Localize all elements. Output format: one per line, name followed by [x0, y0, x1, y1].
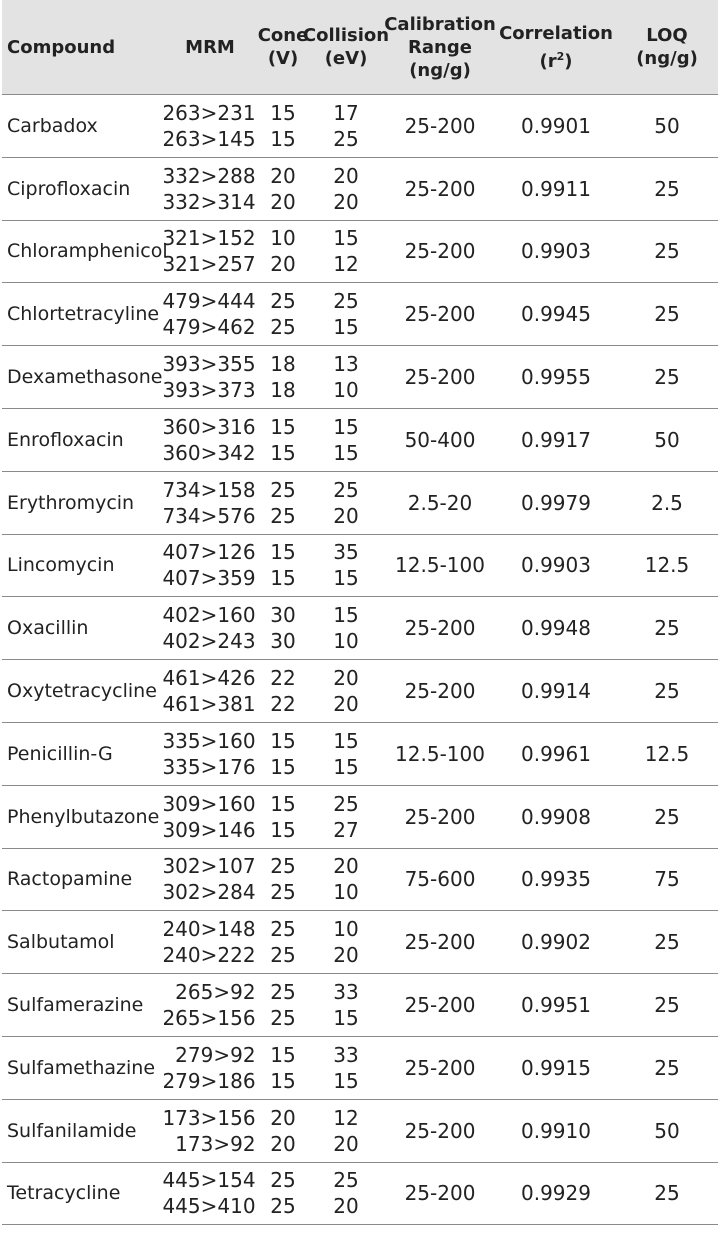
header-collision: Collision (eV): [302, 25, 390, 69]
mrm-cell: [162, 723, 258, 785]
collision-cell: [308, 158, 384, 220]
table-row: [2, 597, 718, 660]
correlation-value: 0.9902: [521, 930, 591, 955]
correlation-value: 0.9961: [521, 741, 591, 766]
mrm-transition-1: 240>148: [162, 917, 256, 942]
calibration-range: 50-400: [404, 427, 476, 452]
correlation-value: 0.9948: [521, 616, 591, 641]
collision-value-2: 20: [333, 692, 359, 717]
cone-value-1: 15: [270, 1042, 296, 1067]
correlation-value: 0.9915: [521, 1055, 591, 1080]
table-row: [2, 723, 718, 786]
compound-name: Dexamethasone: [7, 366, 163, 389]
collision-value-1: 20: [333, 854, 359, 879]
cone-value-2: 20: [270, 189, 296, 214]
mrm-transition-2: 335>176: [162, 754, 256, 779]
collision-cell: [308, 974, 384, 1036]
mrm-transition-2: 479>462: [162, 315, 256, 340]
table-row: [2, 95, 718, 158]
mrm-transition-2: 407>359: [162, 566, 256, 591]
collision-value-1: 33: [333, 980, 359, 1005]
compound-name: Ractopamine: [7, 868, 133, 891]
table-row: [2, 158, 718, 221]
compound-name: Tetracycline: [7, 1182, 121, 1205]
collision-value-2: 20: [333, 1131, 359, 1156]
mrm-cell: [162, 1163, 258, 1225]
correlation-value: 0.9903: [521, 239, 591, 264]
compound-name: Penicillin-G: [7, 742, 113, 765]
correlation-value: 0.9901: [521, 113, 591, 138]
cone-cell: [258, 158, 308, 220]
collision-cell: [308, 1163, 384, 1225]
loq-value: 50: [654, 113, 680, 138]
table-row: [2, 1163, 718, 1226]
calibration-range: 12.5-100: [395, 741, 485, 766]
mrm-transition-2: 173>92: [175, 1131, 256, 1156]
cone-cell: [258, 409, 308, 471]
collision-cell: [308, 221, 384, 283]
loq-value: 25: [654, 930, 680, 955]
header-loq: LOQ (ng/g): [636, 25, 698, 69]
calibration-range: 12.5-100: [395, 553, 485, 578]
mrm-transition-1: 265>92: [175, 980, 256, 1005]
collision-value-1: 15: [333, 728, 359, 753]
cone-cell: [258, 786, 308, 848]
loq-value: 75: [654, 867, 680, 892]
collision-value-2: 12: [333, 252, 359, 277]
calibration-range: 2.5-20: [407, 490, 473, 515]
cone-value-1: 22: [270, 666, 296, 691]
loq-value: 12.5: [644, 553, 690, 578]
mrm-transition-1: 263>231: [162, 100, 256, 125]
data-table: [2, 0, 718, 1225]
correlation-value: 0.9908: [521, 804, 591, 829]
mrm-cell: [162, 660, 258, 722]
mrm-transition-2: 321>257: [162, 252, 256, 277]
collision-value-1: 25: [333, 791, 359, 816]
cone-value-1: 20: [270, 1105, 296, 1130]
collision-value-2: 15: [333, 566, 359, 591]
mrm-transition-1: 279>92: [175, 1042, 256, 1067]
mrm-transition-1: 479>444: [162, 289, 256, 314]
table-row: [2, 974, 718, 1037]
collision-cell: [308, 472, 384, 534]
calibration-range: 25-200: [404, 1181, 476, 1206]
calibration-range: 25-200: [404, 176, 476, 201]
collision-cell: [308, 95, 384, 157]
header-calibration-range: Calibration Range (ng/g): [384, 13, 496, 81]
mrm-transition-2: 360>342: [162, 440, 256, 465]
mrm-transition-2: 265>156: [162, 1006, 256, 1031]
collision-value-2: 15: [333, 1068, 359, 1093]
cone-value-1: 25: [270, 1168, 296, 1193]
collision-value-1: 13: [333, 352, 359, 377]
cone-value-1: 15: [270, 100, 296, 125]
mrm-cell: [162, 158, 258, 220]
cone-value-2: 30: [270, 629, 296, 654]
loq-value: 25: [654, 302, 680, 327]
calibration-range: 25-200: [404, 804, 476, 829]
mrm-transition-2: 279>186: [162, 1068, 256, 1093]
mrm-transition-2: 332>314: [162, 189, 256, 214]
collision-cell: [308, 660, 384, 722]
collision-value-2: 20: [333, 1194, 359, 1219]
cone-value-2: 25: [270, 1194, 296, 1219]
cone-value-1: 20: [270, 163, 296, 188]
collision-cell: [308, 283, 384, 345]
compound-name: Chlortetracyline: [7, 303, 160, 326]
header-correlation-unit: [540, 45, 573, 73]
mrm-transition-1: 173>156: [162, 1105, 256, 1130]
mrm-transition-1: 393>355: [162, 352, 256, 377]
cone-cell: [258, 221, 308, 283]
header-correlation-unit-suffix: ): [564, 50, 573, 72]
header-correlation-sup: 2: [556, 49, 565, 63]
cone-value-2: 25: [270, 315, 296, 340]
table-row: [2, 283, 718, 346]
collision-cell: [308, 1100, 384, 1162]
loq-value: 50: [654, 427, 680, 452]
cone-value-1: 18: [270, 352, 296, 377]
mrm-transition-1: 302>107: [162, 854, 256, 879]
collision-cell: [308, 911, 384, 973]
mrm-transition-2: 402>243: [162, 629, 256, 654]
loq-value: 12.5: [644, 741, 690, 766]
mrm-transition-2: 240>222: [162, 943, 256, 968]
header-compound: Compound: [7, 36, 116, 58]
header-mrm: MRM: [185, 36, 235, 58]
table-row: [2, 409, 718, 472]
calibration-range: 25-200: [404, 113, 476, 138]
cone-cell: [258, 723, 308, 785]
correlation-value: 0.9917: [521, 427, 591, 452]
collision-value-1: 25: [333, 1168, 359, 1193]
correlation-value: 0.9914: [521, 679, 591, 704]
mrm-transition-1: 335>160: [162, 728, 256, 753]
cone-cell: [258, 535, 308, 597]
correlation-value: 0.9951: [521, 993, 591, 1018]
loq-value: 25: [654, 804, 680, 829]
compound-name: Enrofloxacin: [7, 428, 124, 451]
cone-value-1: 15: [270, 791, 296, 816]
table-row: [2, 1100, 718, 1163]
collision-cell: [308, 346, 384, 408]
compound-name: Erythromycin: [7, 491, 135, 514]
mrm-transition-1: 734>158: [162, 477, 256, 502]
collision-value-2: 20: [333, 943, 359, 968]
calibration-range: 25-200: [404, 239, 476, 264]
mrm-cell: [162, 346, 258, 408]
mrm-transition-2: 734>576: [162, 503, 256, 528]
table-row: [2, 660, 718, 723]
cone-value-2: 15: [270, 1068, 296, 1093]
collision-value-1: 20: [333, 666, 359, 691]
cone-cell: [258, 597, 308, 659]
cone-value-1: 25: [270, 289, 296, 314]
table-header: [2, 0, 718, 95]
correlation-value: 0.9929: [521, 1181, 591, 1206]
cone-value-2: 15: [270, 754, 296, 779]
cone-value-2: 15: [270, 126, 296, 151]
mrm-cell: [162, 95, 258, 157]
cone-cell: [258, 472, 308, 534]
mrm-cell: [162, 786, 258, 848]
mrm-transition-2: 445>410: [162, 1194, 256, 1219]
mrm-transition-1: 461>426: [162, 666, 256, 691]
table-row: [2, 472, 718, 535]
correlation-value: 0.9910: [521, 1118, 591, 1143]
calibration-range: 25-200: [404, 1055, 476, 1080]
loq-value: 2.5: [651, 490, 683, 515]
mrm-cell: [162, 221, 258, 283]
calibration-range: 25-200: [404, 302, 476, 327]
mrm-cell: [162, 1100, 258, 1162]
calibration-range: 25-200: [404, 679, 476, 704]
cone-cell: [258, 1037, 308, 1099]
collision-cell: [308, 723, 384, 785]
mrm-cell: [162, 597, 258, 659]
cone-cell: [258, 911, 308, 973]
cone-value-2: 22: [270, 692, 296, 717]
collision-value-2: 10: [333, 880, 359, 905]
cone-value-2: 18: [270, 378, 296, 403]
cone-cell: [258, 1163, 308, 1225]
calibration-range: 25-200: [404, 993, 476, 1018]
loq-value: 25: [654, 239, 680, 264]
cone-cell: [258, 974, 308, 1036]
mrm-cell: [162, 1037, 258, 1099]
table-row: [2, 786, 718, 849]
collision-cell: [308, 597, 384, 659]
mrm-cell: [162, 283, 258, 345]
cone-cell: [258, 1100, 308, 1162]
mrm-cell: [162, 472, 258, 534]
cone-value-1: 25: [270, 980, 296, 1005]
collision-value-1: 15: [333, 414, 359, 439]
table-row: [2, 911, 718, 974]
calibration-range: 25-200: [404, 930, 476, 955]
mrm-transition-1: 321>152: [162, 226, 256, 251]
compound-name: Carbadox: [7, 114, 98, 137]
cone-value-2: 25: [270, 1006, 296, 1031]
compound-name: Oxacillin: [7, 617, 89, 640]
collision-value-1: 25: [333, 477, 359, 502]
mrm-cell: [162, 535, 258, 597]
collision-value-1: 15: [333, 226, 359, 251]
header-correlation-label: Correlation: [499, 22, 613, 44]
loq-value: 25: [654, 1055, 680, 1080]
correlation-value: 0.9945: [521, 302, 591, 327]
loq-value: 25: [654, 176, 680, 201]
mrm-cell: [162, 911, 258, 973]
mrm-transition-1: 332>288: [162, 163, 256, 188]
loq-value: 50: [654, 1118, 680, 1143]
cone-value-1: 15: [270, 414, 296, 439]
cone-value-2: 25: [270, 503, 296, 528]
loq-value: 25: [654, 1181, 680, 1206]
compound-name: Sulfanilamide: [7, 1119, 137, 1142]
table-row: [2, 221, 718, 284]
compound-name: Sulfamerazine: [7, 994, 144, 1017]
cone-value-1: 15: [270, 728, 296, 753]
header-correlation: [496, 0, 616, 94]
cone-value-2: 15: [270, 566, 296, 591]
cone-cell: [258, 849, 308, 911]
compound-name: Ciprofloxacin: [7, 177, 131, 200]
collision-cell: [308, 535, 384, 597]
compound-name: Oxytetracycline: [7, 680, 157, 703]
cone-value-1: 15: [270, 540, 296, 565]
table-row: [2, 1037, 718, 1100]
cone-value-1: 10: [270, 226, 296, 251]
mrm-transition-1: 407>126: [162, 540, 256, 565]
loq-value: 25: [654, 616, 680, 641]
mrm-cell: [162, 409, 258, 471]
collision-value-1: 20: [333, 163, 359, 188]
mrm-transition-2: 302>284: [162, 880, 256, 905]
compound-name: Chloramphenicol: [7, 240, 168, 263]
compound-name: Phenylbutazone: [7, 805, 160, 828]
collision-value-1: 25: [333, 289, 359, 314]
loq-value: 25: [654, 365, 680, 390]
collision-value-2: 15: [333, 315, 359, 340]
collision-value-2: 20: [333, 503, 359, 528]
cone-cell: [258, 95, 308, 157]
collision-value-2: 20: [333, 189, 359, 214]
collision-value-2: 10: [333, 378, 359, 403]
header-cone: Cone (V): [257, 25, 309, 69]
collision-value-1: 10: [333, 917, 359, 942]
table-row: [2, 849, 718, 912]
mrm-transition-2: 461>381: [162, 692, 256, 717]
loq-value: 25: [654, 679, 680, 704]
table-body: [2, 95, 718, 1225]
mrm-transition-1: 360>316: [162, 414, 256, 439]
mrm-cell: [162, 974, 258, 1036]
correlation-value: 0.9979: [521, 490, 591, 515]
compound-name: Salbutamol: [7, 931, 115, 954]
calibration-range: 25-200: [404, 365, 476, 390]
correlation-value: 0.9955: [521, 365, 591, 390]
cone-value-2: 15: [270, 817, 296, 842]
cone-cell: [258, 283, 308, 345]
mrm-transition-2: 263>145: [162, 126, 256, 151]
collision-value-2: 15: [333, 440, 359, 465]
cone-value-1: 30: [270, 603, 296, 628]
correlation-value: 0.9903: [521, 553, 591, 578]
cone-value-1: 25: [270, 477, 296, 502]
table-row: [2, 346, 718, 409]
collision-value-2: 15: [333, 1006, 359, 1031]
header-correlation-unit-prefix: (r: [539, 50, 557, 72]
collision-value-2: 25: [333, 126, 359, 151]
collision-cell: [308, 786, 384, 848]
mrm-transition-1: 445>154: [162, 1168, 256, 1193]
calibration-range: 25-200: [404, 1118, 476, 1143]
cone-value-2: 20: [270, 1131, 296, 1156]
cone-value-1: 25: [270, 917, 296, 942]
cone-cell: [258, 346, 308, 408]
mrm-transition-2: 309>146: [162, 817, 256, 842]
loq-value: 25: [654, 993, 680, 1018]
calibration-range: 25-200: [404, 616, 476, 641]
compound-name: Sulfamethazine: [7, 1056, 156, 1079]
mrm-cell: [162, 849, 258, 911]
collision-cell: [308, 849, 384, 911]
calibration-range: 75-600: [404, 867, 476, 892]
collision-value-1: 12: [333, 1105, 359, 1130]
cone-value-2: 25: [270, 943, 296, 968]
collision-value-1: 33: [333, 1042, 359, 1067]
mrm-transition-2: 393>373: [162, 378, 256, 403]
collision-value-1: 15: [333, 603, 359, 628]
correlation-value: 0.9935: [521, 867, 591, 892]
cone-value-2: 25: [270, 880, 296, 905]
cone-value-2: 20: [270, 252, 296, 277]
collision-value-1: 17: [333, 100, 359, 125]
mrm-transition-1: 402>160: [162, 603, 256, 628]
collision-value-2: 15: [333, 754, 359, 779]
compound-name: Lincomycin: [7, 554, 115, 577]
table-row: [2, 535, 718, 598]
cone-value-2: 15: [270, 440, 296, 465]
collision-value-2: 27: [333, 817, 359, 842]
cone-value-1: 25: [270, 854, 296, 879]
collision-cell: [308, 409, 384, 471]
correlation-value: 0.9911: [521, 176, 591, 201]
collision-cell: [308, 1037, 384, 1099]
mrm-transition-1: 309>160: [162, 791, 256, 816]
cone-cell: [258, 660, 308, 722]
collision-value-1: 35: [333, 540, 359, 565]
collision-value-2: 10: [333, 629, 359, 654]
